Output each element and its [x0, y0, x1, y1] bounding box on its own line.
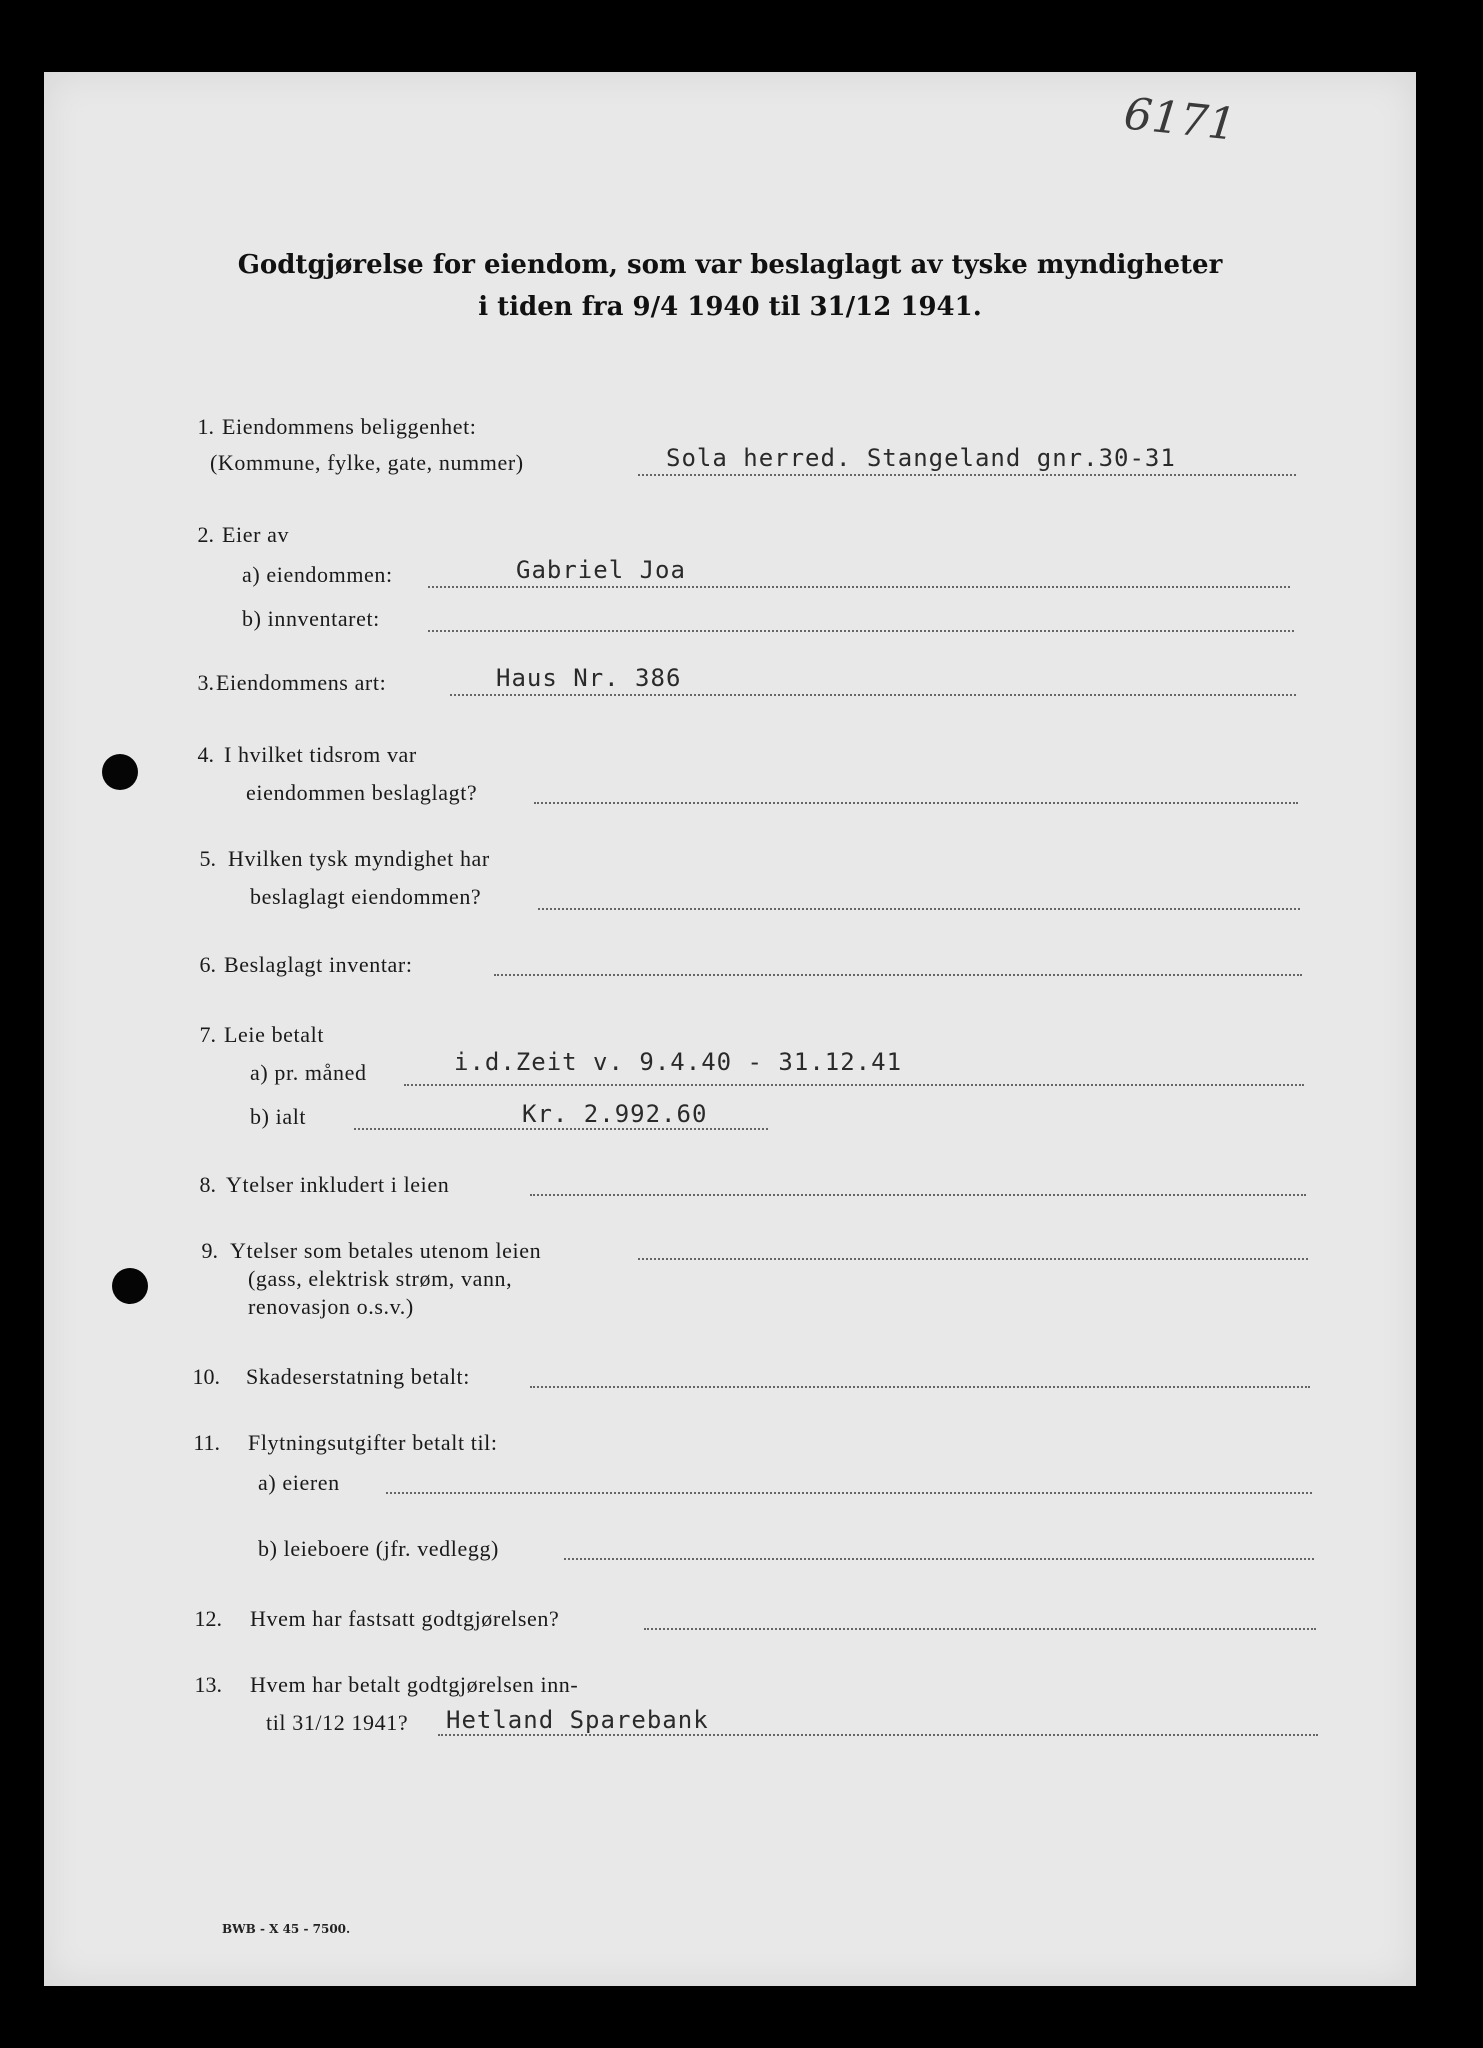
item-13-label: Hvem har betalt godtgjørelsen inn-	[250, 1672, 579, 1697]
item-5-label: Hvilken tysk myndighet har	[228, 846, 490, 871]
form-title-line-1: Godtgjørelse for eiendom, som var beslaglagt av tyske myndigheter	[237, 250, 1223, 280]
item-6-number: 6.	[199, 952, 216, 977]
item-1-sublabel: (Kommune, fylke, gate, nummer)	[210, 450, 524, 475]
item-2-number: 2.	[197, 522, 214, 547]
item-2a-value: Gabriel Joa	[516, 556, 686, 584]
item-12-number: 12.	[194, 1606, 222, 1631]
item-3-value: Haus Nr. 386	[496, 664, 682, 692]
item-5-number: 5.	[199, 846, 216, 871]
item-8-fill-line	[530, 1194, 1306, 1196]
item-4-fill-line	[534, 802, 1298, 804]
item-5-fill-line	[538, 908, 1300, 910]
item-7-label: Leie betalt	[224, 1022, 325, 1047]
item-2b-fill-line	[428, 630, 1294, 632]
item-6-fill-line	[494, 974, 1302, 976]
item-3-fill-line	[450, 694, 1296, 696]
item-13-number: 13.	[194, 1672, 222, 1697]
form-page	[44, 72, 1416, 1986]
item-8-number: 8.	[199, 1172, 216, 1197]
form-title-line-2: i tiden fra 9/4 1940 til 31/12 1941.	[478, 292, 982, 322]
item-13-value: Hetland Sparebank	[446, 1706, 709, 1734]
item-12-fill-line	[644, 1628, 1316, 1630]
item-4-sublabel: eiendommen beslaglagt?	[246, 780, 478, 805]
item-1-fill-line	[638, 474, 1296, 476]
item-6-label: Beslaglagt inventar:	[224, 952, 413, 977]
item-2-label: Eier av	[222, 522, 290, 547]
item-9-fill-line	[638, 1258, 1308, 1260]
item-4-label: I hvilket tidsrom var	[224, 742, 417, 767]
item-5-sublabel: beslaglagt eiendommen?	[250, 884, 482, 909]
item-7a-fill-line	[404, 1084, 1304, 1086]
item-1-number: 1.	[197, 414, 214, 439]
item-1-value: Sola herred. Stangeland gnr.30-31	[666, 444, 1176, 472]
item-9-sublabel-1: (gass, elektrisk strøm, vann,	[248, 1266, 513, 1291]
item-7a-value: i.d.Zeit v. 9.4.40 - 31.12.41	[454, 1048, 903, 1076]
item-3-label: Eiendommens art:	[216, 670, 387, 695]
handwritten-reference-number: 6171	[1121, 88, 1239, 151]
item-11a-fill-line	[386, 1492, 1312, 1494]
printer-mark: BWB - X 45 - 7500.	[222, 1922, 351, 1936]
item-10-label: Skadeserstatning betalt:	[246, 1364, 470, 1389]
item-8-label: Ytelser inkludert i leien	[226, 1172, 450, 1197]
item-9-sublabel-2: renovasjon o.s.v.)	[248, 1294, 414, 1319]
item-7b-fill-line	[354, 1128, 768, 1130]
item-7b-label: b) ialt	[250, 1104, 307, 1129]
item-2a-label: a) eiendommen:	[242, 562, 393, 587]
item-1-label: Eiendommens beliggenhet:	[222, 414, 477, 439]
item-13-fill-line	[438, 1734, 1318, 1736]
item-10-number: 10.	[192, 1364, 220, 1389]
punch-hole-bottom	[112, 1268, 148, 1304]
punch-hole-top	[102, 754, 138, 790]
item-11b-label: b) leieboere (jfr. vedlegg)	[258, 1536, 499, 1561]
item-11-number: 11.	[193, 1430, 220, 1455]
item-7-number: 7.	[199, 1022, 216, 1047]
item-9-label: Ytelser som betales utenom leien	[230, 1238, 542, 1263]
item-2a-fill-line	[428, 586, 1290, 588]
item-11a-label: a) eieren	[258, 1470, 340, 1495]
item-2b-label: b) innventaret:	[242, 606, 380, 631]
item-12-label: Hvem har fastsatt godtgjørelsen?	[250, 1606, 560, 1631]
item-4-number: 4.	[197, 742, 214, 767]
item-7b-value: Kr. 2.992.60	[522, 1100, 708, 1128]
item-3-number: 3.	[197, 670, 214, 695]
item-11b-fill-line	[564, 1558, 1314, 1560]
item-11-label: Flytningsutgifter betalt til:	[248, 1430, 498, 1455]
item-7a-label: a) pr. måned	[250, 1060, 367, 1085]
item-9-number: 9.	[201, 1238, 218, 1263]
item-13-sublabel: til 31/12 1941?	[266, 1710, 409, 1735]
item-10-fill-line	[530, 1386, 1310, 1388]
